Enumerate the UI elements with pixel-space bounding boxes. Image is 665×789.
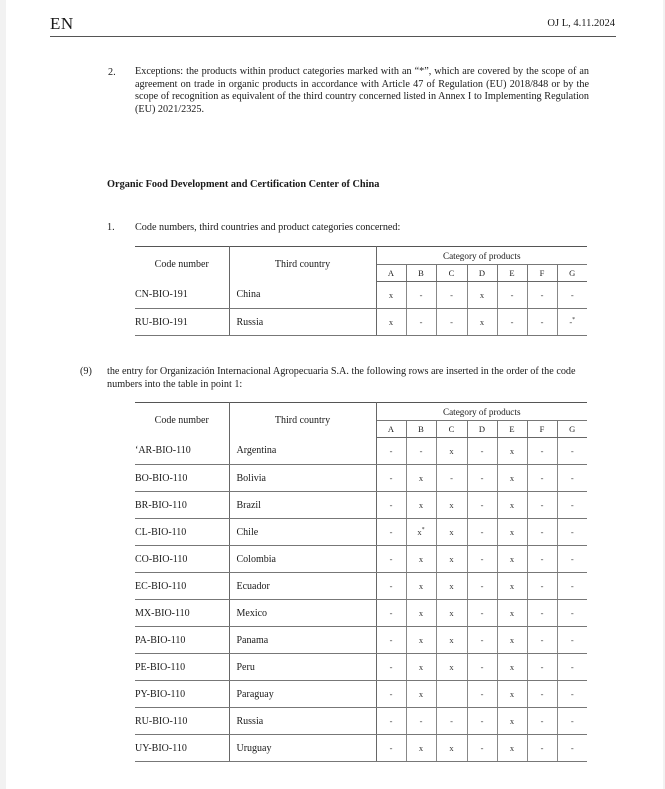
third-country-cell: Russia [229, 708, 376, 735]
category-g-cell: -* [557, 309, 587, 336]
category-b-cell: x [406, 627, 436, 654]
third-country-cell: Ecuador [229, 573, 376, 600]
category-d-cell: - [467, 600, 497, 627]
category-e-cell: x [497, 492, 527, 519]
amendment-text: the entry for Organización Internacional Agropecuaria S.A. the following rows are inserted in the order of the code numbers into the table in point 1: [107, 366, 576, 390]
code-number-cell: BR-BIO-110 [135, 492, 229, 519]
category-g-cell: - [557, 546, 587, 573]
category-e-cell: x [497, 735, 527, 762]
category-b-cell: x [406, 573, 436, 600]
third-country-cell: Brazil [229, 492, 376, 519]
table-row [135, 600, 587, 627]
category-a-cell: - [376, 465, 406, 492]
header-category-c: C [436, 265, 467, 282]
category-c-cell: - [436, 309, 467, 336]
table-row [135, 282, 587, 309]
category-e-cell: x [497, 519, 527, 546]
category-f-cell: - [527, 573, 557, 600]
category-e-cell: - [497, 282, 527, 309]
category-b-cell: x [406, 654, 436, 681]
code-number-cell: EC-BIO-110 [135, 573, 229, 600]
category-c-cell: x [436, 546, 467, 573]
header-category-g: G [557, 265, 587, 282]
category-g-cell: - [557, 708, 587, 735]
header-category-a: A [376, 265, 406, 282]
category-a-cell: - [376, 519, 406, 546]
category-b-cell: x* [406, 519, 436, 546]
category-a-cell: - [376, 654, 406, 681]
category-b-cell: - [406, 708, 436, 735]
code-number-cell: RU-BIO-110 [135, 708, 229, 735]
table-row [135, 627, 587, 654]
category-g-cell: - [557, 627, 587, 654]
third-country-cell: Uruguay [229, 735, 376, 762]
code-number-cell: UY-BIO-110 [135, 735, 229, 762]
point1-text: Code numbers, third countries and product categories concerned: [135, 222, 401, 233]
category-d-cell: - [467, 573, 497, 600]
category-f-cell: - [527, 519, 557, 546]
table-row [135, 519, 587, 546]
category-d-cell: - [467, 654, 497, 681]
category-d-cell: - [467, 519, 497, 546]
category-f-cell: - [527, 708, 557, 735]
category-d-cell: - [467, 465, 497, 492]
category-e-cell: x [497, 465, 527, 492]
category-a-cell: - [376, 708, 406, 735]
header-third-country: Third country [229, 403, 376, 438]
category-g-cell: - [557, 465, 587, 492]
third-country-cell: Chile [229, 519, 376, 546]
code-number-cell: ‘AR-BIO-110 [135, 438, 229, 465]
header-category-f: F [527, 265, 557, 282]
category-c-cell: x [436, 600, 467, 627]
code-number-cell: PY-BIO-110 [135, 681, 229, 708]
category-d-cell: - [467, 627, 497, 654]
amendment-number: (9) [80, 366, 92, 377]
header-category-of-products: Category of products [376, 247, 587, 265]
category-e-cell: x [497, 654, 527, 681]
header-code-number: Code number [135, 403, 229, 438]
category-b-cell: - [406, 282, 436, 309]
category-d-cell: - [467, 438, 497, 465]
category-c-cell: x [436, 492, 467, 519]
category-c-cell: x [436, 573, 467, 600]
journal-reference: OJ L, 4.11.2024 [547, 18, 615, 29]
category-f-cell: - [527, 600, 557, 627]
category-f-cell: - [527, 735, 557, 762]
category-c-cell [436, 681, 467, 708]
table-row [135, 438, 587, 465]
category-b-cell: - [406, 309, 436, 336]
category-a-cell: x [376, 282, 406, 309]
category-a-cell: - [376, 492, 406, 519]
category-g-cell: - [557, 438, 587, 465]
category-e-cell: x [497, 708, 527, 735]
header-category-d: D [467, 421, 497, 438]
category-a-cell: - [376, 627, 406, 654]
header-category-g: G [557, 421, 587, 438]
code-number-cell: PE-BIO-110 [135, 654, 229, 681]
code-numbers-table [135, 246, 587, 336]
category-a-cell: - [376, 438, 406, 465]
category-a-cell: - [376, 735, 406, 762]
asterisk-marker: * [421, 527, 425, 533]
category-c-cell: - [436, 282, 467, 309]
category-e-cell: x [497, 627, 527, 654]
category-e-cell: x [497, 681, 527, 708]
category-b-cell: - [406, 438, 436, 465]
category-f-cell: - [527, 627, 557, 654]
category-f-cell: - [527, 492, 557, 519]
category-a-cell: - [376, 600, 406, 627]
header-category-b: B [406, 265, 436, 282]
table-row [135, 465, 587, 492]
header-category-a: A [376, 421, 406, 438]
category-d-cell: x [467, 282, 497, 309]
category-f-cell: - [527, 309, 557, 336]
third-country-cell: Colombia [229, 546, 376, 573]
category-g-cell: - [557, 735, 587, 762]
category-c-cell: - [436, 465, 467, 492]
category-d-cell: x [467, 309, 497, 336]
header-code-number: Code number [135, 247, 229, 282]
category-a-cell: - [376, 573, 406, 600]
third-country-cell: Russia [229, 309, 376, 336]
category-b-cell: x [406, 600, 436, 627]
category-d-cell: - [467, 681, 497, 708]
third-country-cell: Argentina [229, 438, 376, 465]
category-g-cell: - [557, 492, 587, 519]
category-g-cell: - [557, 573, 587, 600]
category-f-cell: - [527, 282, 557, 309]
exceptions-number: 2. [108, 67, 116, 78]
category-b-cell: x [406, 735, 436, 762]
header-category-f: F [527, 421, 557, 438]
category-g-cell: - [557, 282, 587, 309]
third-country-cell: Peru [229, 654, 376, 681]
category-d-cell: - [467, 546, 497, 573]
header-divider [50, 36, 616, 37]
document-page [6, 0, 663, 789]
third-country-cell: Panama [229, 627, 376, 654]
category-d-cell: - [467, 708, 497, 735]
category-c-cell: x [436, 654, 467, 681]
table-row [135, 735, 587, 762]
category-b-cell: x [406, 681, 436, 708]
code-number-cell: CN-BIO-191 [135, 282, 229, 309]
third-country-cell: Paraguay [229, 681, 376, 708]
category-g-cell: - [557, 600, 587, 627]
header-category-e: E [497, 265, 527, 282]
header-third-country: Third country [229, 247, 376, 282]
header-category-b: B [406, 421, 436, 438]
inserted-rows-table [135, 402, 587, 762]
category-d-cell: - [467, 735, 497, 762]
category-f-cell: - [527, 681, 557, 708]
category-c-cell: x [436, 438, 467, 465]
table-row [135, 573, 587, 600]
code-number-cell: MX-BIO-110 [135, 600, 229, 627]
third-country-cell: Mexico [229, 600, 376, 627]
category-c-cell: - [436, 708, 467, 735]
third-country-cell: Bolivia [229, 465, 376, 492]
table-row [135, 546, 587, 573]
category-g-cell: - [557, 654, 587, 681]
header-category-c: C [436, 421, 467, 438]
category-b-cell: x [406, 492, 436, 519]
category-b-cell: x [406, 546, 436, 573]
category-e-cell: - [497, 309, 527, 336]
category-f-cell: - [527, 465, 557, 492]
category-a-cell: - [376, 546, 406, 573]
header-category-d: D [467, 265, 497, 282]
category-b-cell: x [406, 465, 436, 492]
category-c-cell: x [436, 627, 467, 654]
category-g-cell: - [557, 519, 587, 546]
header-category-of-products: Category of products [376, 403, 587, 421]
category-f-cell: - [527, 654, 557, 681]
third-country-cell: China [229, 282, 376, 309]
table-row [135, 681, 587, 708]
header-category-e: E [497, 421, 527, 438]
category-a-cell: x [376, 309, 406, 336]
language-code: EN [50, 14, 74, 33]
category-c-cell: x [436, 519, 467, 546]
table-row [135, 708, 587, 735]
point1-number: 1. [107, 222, 115, 233]
table-row [135, 309, 587, 336]
category-g-cell: - [557, 681, 587, 708]
table-row [135, 492, 587, 519]
category-d-cell: - [467, 492, 497, 519]
exceptions-text: Exceptions: the products within product categories marked with an “*”, which are covered by the scope of an agreement on trade in organic products in accordance with Article 47 of Regulation (EU) 2018/848 or by the scope of recognition as equivalent of the third country concerned listed in Annex I to Implementing Regulation (EU) 2021/2325. [135, 66, 589, 115]
code-number-cell: BO-BIO-110 [135, 465, 229, 492]
category-e-cell: x [497, 573, 527, 600]
category-a-cell: - [376, 681, 406, 708]
code-number-cell: RU-BIO-191 [135, 309, 229, 336]
category-c-cell: x [436, 735, 467, 762]
category-e-cell: x [497, 546, 527, 573]
category-f-cell: - [527, 546, 557, 573]
code-number-cell: CL-BIO-110 [135, 519, 229, 546]
category-e-cell: x [497, 600, 527, 627]
category-e-cell: x [497, 438, 527, 465]
code-number-cell: PA-BIO-110 [135, 627, 229, 654]
category-f-cell: - [527, 438, 557, 465]
asterisk-marker: * [572, 317, 576, 323]
code-number-cell: CO-BIO-110 [135, 546, 229, 573]
section-heading: Organic Food Development and Certification Center of China [107, 179, 380, 190]
table-row [135, 654, 587, 681]
